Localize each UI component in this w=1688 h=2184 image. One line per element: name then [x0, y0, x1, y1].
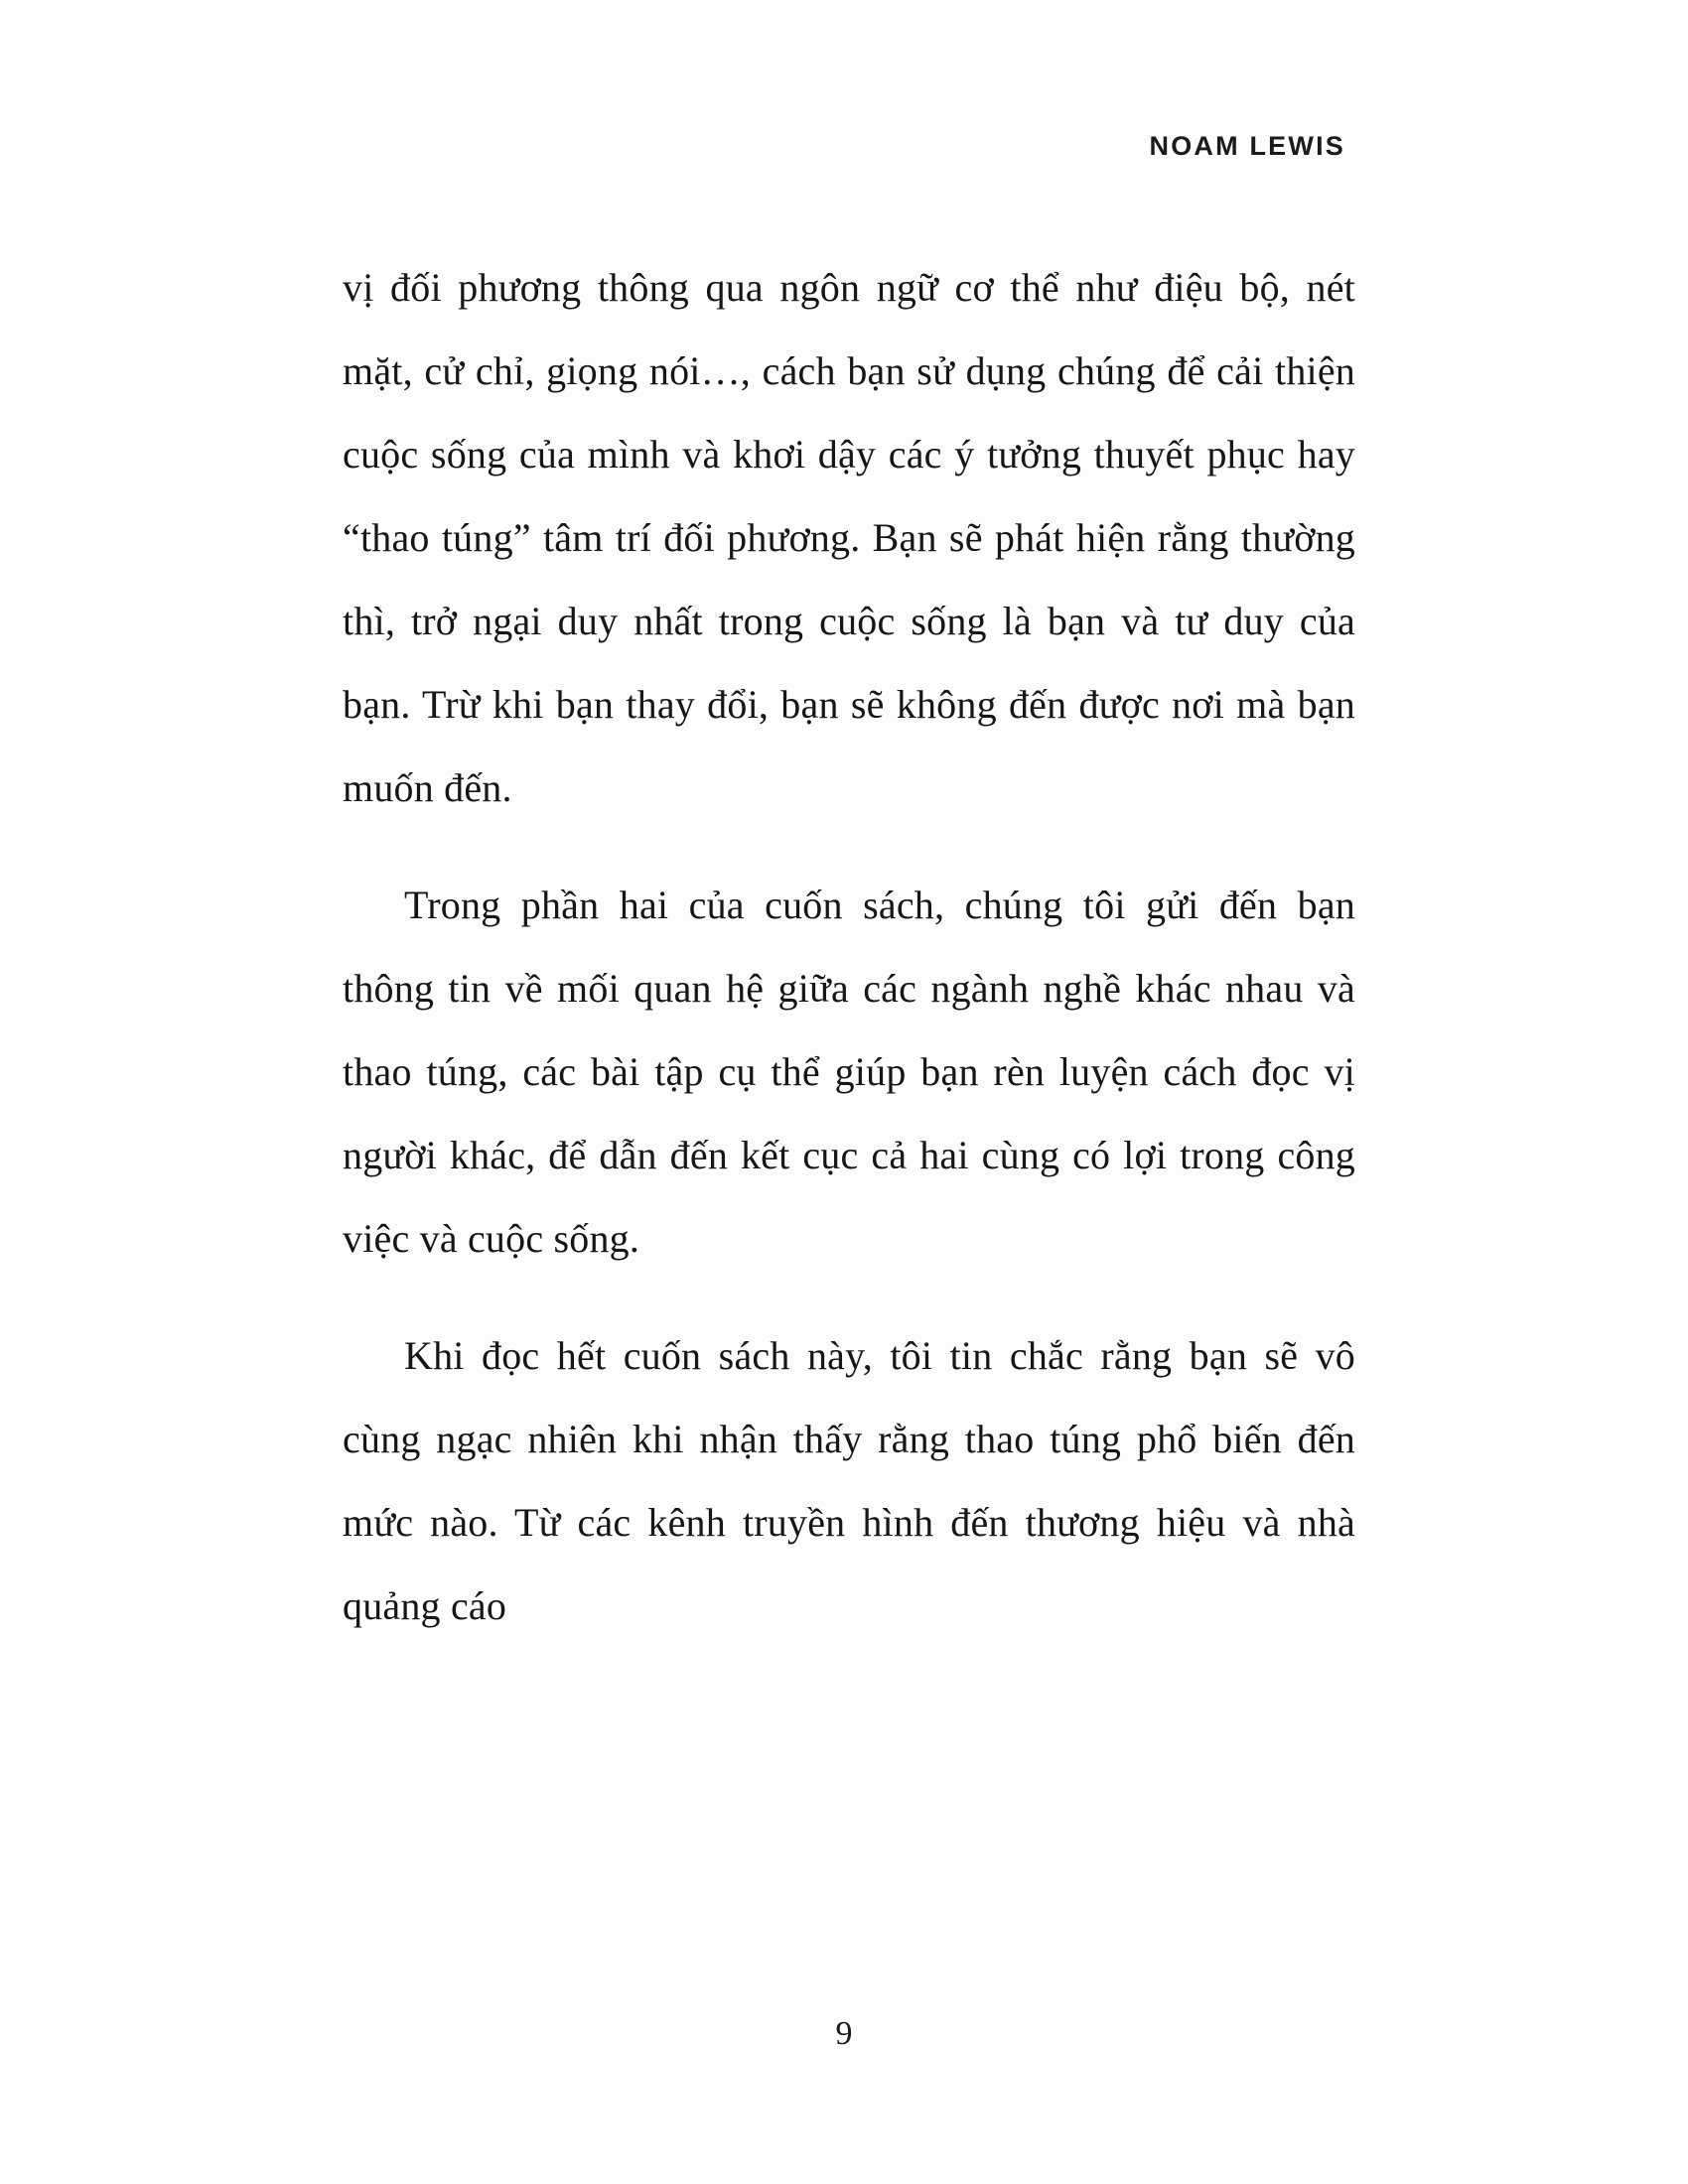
- body-text: [343, 246, 1355, 1648]
- paragraph-part-two: Trong phần hai của cuốn sách, chúng tôi gửi đến bạn thông tin về mối quan hệ giữa các ngành nghề khác nhau và thao túng, các bài tập cụ thể giúp bạn rèn luyện cách đọc vị người khác, để dẫn đến kết cục cả hai cùng có lợi trong công việc và cuộc sống.: [343, 883, 1355, 1261]
- page-number: 9: [835, 2015, 853, 2052]
- paragraph-closing: Khi đọc hết cuốn sách này, tôi tin chắc rằng bạn sẽ vô cùng ngạc nhiên khi nhận thấy rằng thao túng phổ biến đến mức nào. Từ các kênh truyền hình đến thương hiệu và nhà quảng cáo: [343, 1333, 1355, 1628]
- running-head-author: NOAM LEWIS: [1149, 131, 1345, 161]
- paragraph-continued: vị đối phương thông qua ngôn ngữ cơ thể như điệu bộ, nét mặt, cử chỉ, giọng nói…, cách bạn sử dụng chúng để cải thiện cuộc sống của mình và khơi dậy các ý tưởng thuyết phục hay “thao túng” tâm trí đối phương. Bạn sẽ phát hiện rằng thường thì, trở ngại duy nhất trong cuộc sống là bạn và tư duy của bạn. Trừ khi bạn thay đổi, bạn sẽ không đến được nơi mà bạn muốn đến.: [343, 265, 1355, 810]
